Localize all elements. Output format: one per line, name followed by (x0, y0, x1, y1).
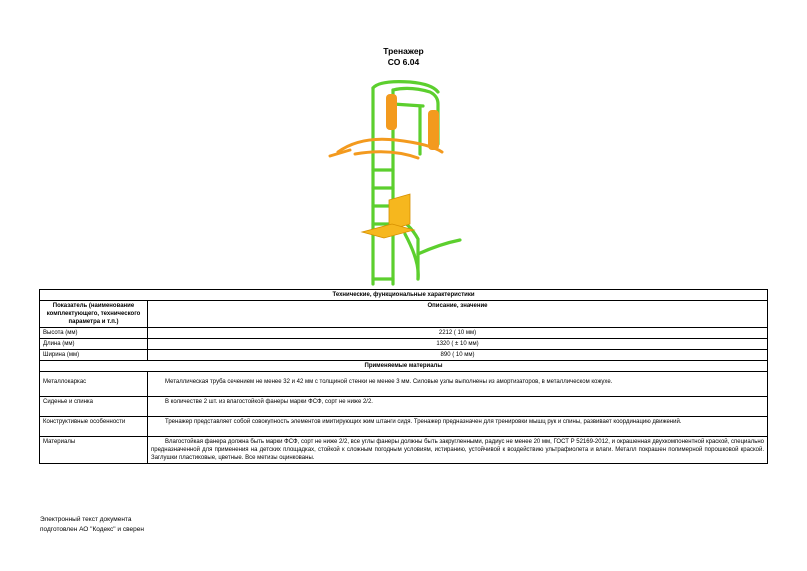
column-header-indicator: Показатель (наименование комплектующего, технического параметра и т.п.) (40, 301, 148, 328)
footer-line-2: подготовлен АО "Кодекс" и сверен (40, 526, 144, 533)
section-header-tech: Технические, функциональные характеристики (40, 290, 768, 301)
footer-line-1: Электронный текст документа (40, 516, 132, 523)
column-header-description: Описание, значение (148, 301, 768, 328)
table-row (40, 339, 768, 350)
row-label: Высота (мм) (40, 328, 148, 339)
outdoor-trainer-illustration (320, 74, 480, 290)
row-value: 2212 ( 10 мм) (148, 328, 768, 339)
row-value: Металлическая труба сечением не менее 32 и 42 мм с толщиной стенки не менее 3 мм. Силовые узлы выполнены из амортизаторов, в металлическом кожухе. (148, 372, 768, 397)
row-label: Сиденье и спинка (40, 397, 148, 417)
row-value: Влагостойкая фанера должна быть марки ФСФ, сорт не ниже 2/2, все углы фанеры должны быть закругленными, радиус не менее 20 мм, ГОСТ Р 52169-2012, и окрашенная двухкомпонентной краской, специально предназначенной для применения на детских площадках, стойкой к сложным погодным условиям, истиранию, устойчивой к воздействию ультрафиолета и влаги. Металл покрашен полимерной порошковой краской. Заглушки пластиковые, цветные. Все метизы оцинкованы. (148, 437, 768, 464)
table-row (40, 328, 768, 339)
table-row (40, 437, 768, 464)
orange-pad-right (428, 110, 439, 150)
row-value: 890 ( 10 мм) (148, 350, 768, 361)
title-line-1: Тренажер (383, 46, 424, 56)
spec-table (39, 289, 768, 464)
page-title (0, 46, 807, 68)
row-label: Длина (мм) (40, 339, 148, 350)
footer-note (40, 515, 144, 535)
title-line-2: СО 6.04 (387, 57, 420, 67)
section-header-materials: Применяемые материалы (40, 361, 768, 372)
row-value: В количестве 2 шт. из влагостойкой фанеры марки ФСФ, сорт не ниже 2/2. (148, 397, 768, 417)
row-value: Тренажер представляет собой совокупность элементов имитирующих жим штанги сидя. Тренажер предназначен для тренировки мышц рук и спины, развивает координацию движений. (148, 417, 768, 437)
row-label: Конструктивные особенности (40, 417, 148, 437)
table-row (40, 397, 768, 417)
table-row (40, 372, 768, 397)
row-label: Металлокаркас (40, 372, 148, 397)
table-row (40, 350, 768, 361)
row-value: 1320 ( ± 10 мм) (148, 339, 768, 350)
row-label: Материалы (40, 437, 148, 464)
table-row (40, 417, 768, 437)
row-label: Ширина (мм) (40, 350, 148, 361)
orange-pad-left (386, 94, 397, 130)
